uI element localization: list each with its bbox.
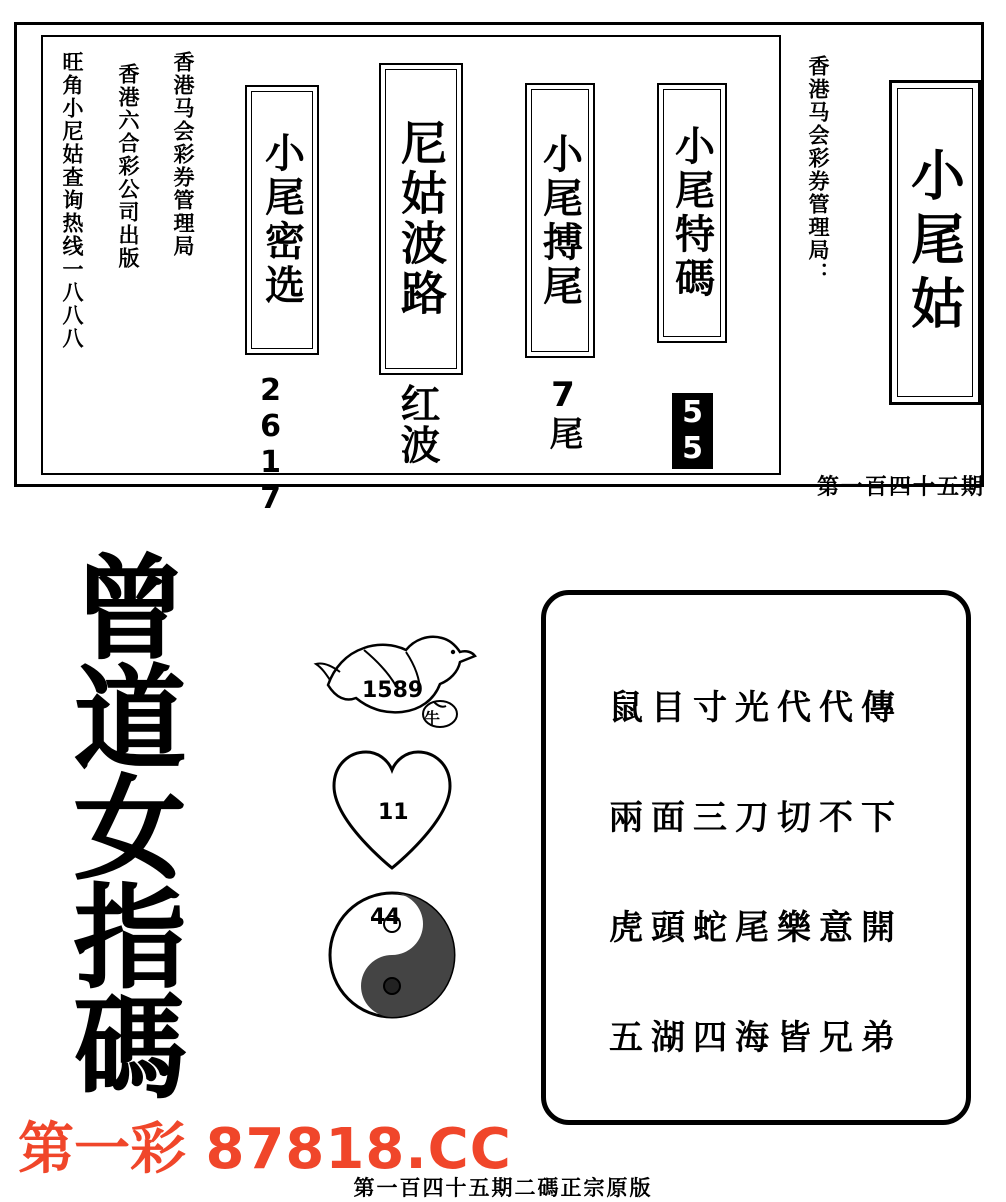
brand-box-bowei-annotation: 7尾 [543, 375, 583, 451]
page-title-char-3: 女 [74, 763, 186, 895]
top-panel [14, 22, 986, 517]
issue-number: 第一百四十五期 [817, 475, 986, 500]
page-title-char-5: 碼 [74, 983, 186, 1114]
publisher-column: 香港六合彩公司出版 [116, 63, 140, 270]
yinyang-icon-number: 44 [370, 905, 401, 930]
brand-box-bolu-label: 尼姑波路 [394, 119, 448, 319]
authority-column: 香港马会彩券管理局 [171, 51, 195, 258]
main-title-box-inner [897, 88, 973, 397]
watermark-domain: 87818.CC [205, 1117, 512, 1182]
page-title-char-1: 曾 [74, 544, 186, 675]
brand-box-tema-inner [663, 89, 721, 337]
dove-icon [310, 610, 510, 740]
verse-line-4: 五湖四海皆兄弟 [609, 1018, 903, 1058]
watermark-prefix: 第一彩 [18, 1117, 186, 1182]
main-title-box [889, 80, 981, 405]
page-title-char-4: 指 [74, 873, 186, 1005]
brand-box-mixuan-label: 小尾密选 [258, 132, 306, 308]
icon-column [300, 610, 500, 1060]
brand-box-bolu-inner [385, 69, 457, 369]
brand-box-tema-label: 小尾特碼 [668, 125, 716, 301]
brand-box-mixuan-annotation: 2617 [253, 373, 288, 517]
dove-icon-number: 1589 [362, 678, 424, 703]
brand-box-bowei-inner [531, 89, 589, 352]
brand-box-bowei-label: 小尾搏尾 [536, 132, 584, 309]
brand-box-bolu [379, 63, 463, 375]
brand-box-tema-annotation: 55 [672, 393, 713, 469]
dove-icon-sublabel: 牛 [424, 709, 441, 728]
verse-card [541, 590, 971, 1125]
page-title [55, 544, 205, 1114]
brand-box-tema [657, 83, 727, 343]
hotline-column: 旺角小尼姑查询热线一八八八 [60, 51, 84, 350]
verse-line-2: 兩面三刀切不下 [609, 798, 903, 838]
brand-box-bolu-annotation: 红波 [394, 383, 440, 465]
main-title-text: 小尾姑 [902, 146, 967, 339]
verse-line-3: 虎頭蛇尾樂意開 [609, 908, 903, 948]
page-title-char-2: 道 [74, 653, 186, 785]
verse-line-1: 鼠目寸光代代傳 [609, 688, 903, 728]
organization-label: 香港马会彩券管理局： [806, 55, 830, 285]
heart-icon-number: 11 [378, 800, 409, 825]
footer-note: 第一百四十五期二碼正宗原版 [353, 1176, 653, 1200]
brand-box-mixuan-inner [251, 91, 313, 349]
brand-box-mixuan [245, 85, 319, 355]
brand-box-bowei [525, 83, 595, 358]
